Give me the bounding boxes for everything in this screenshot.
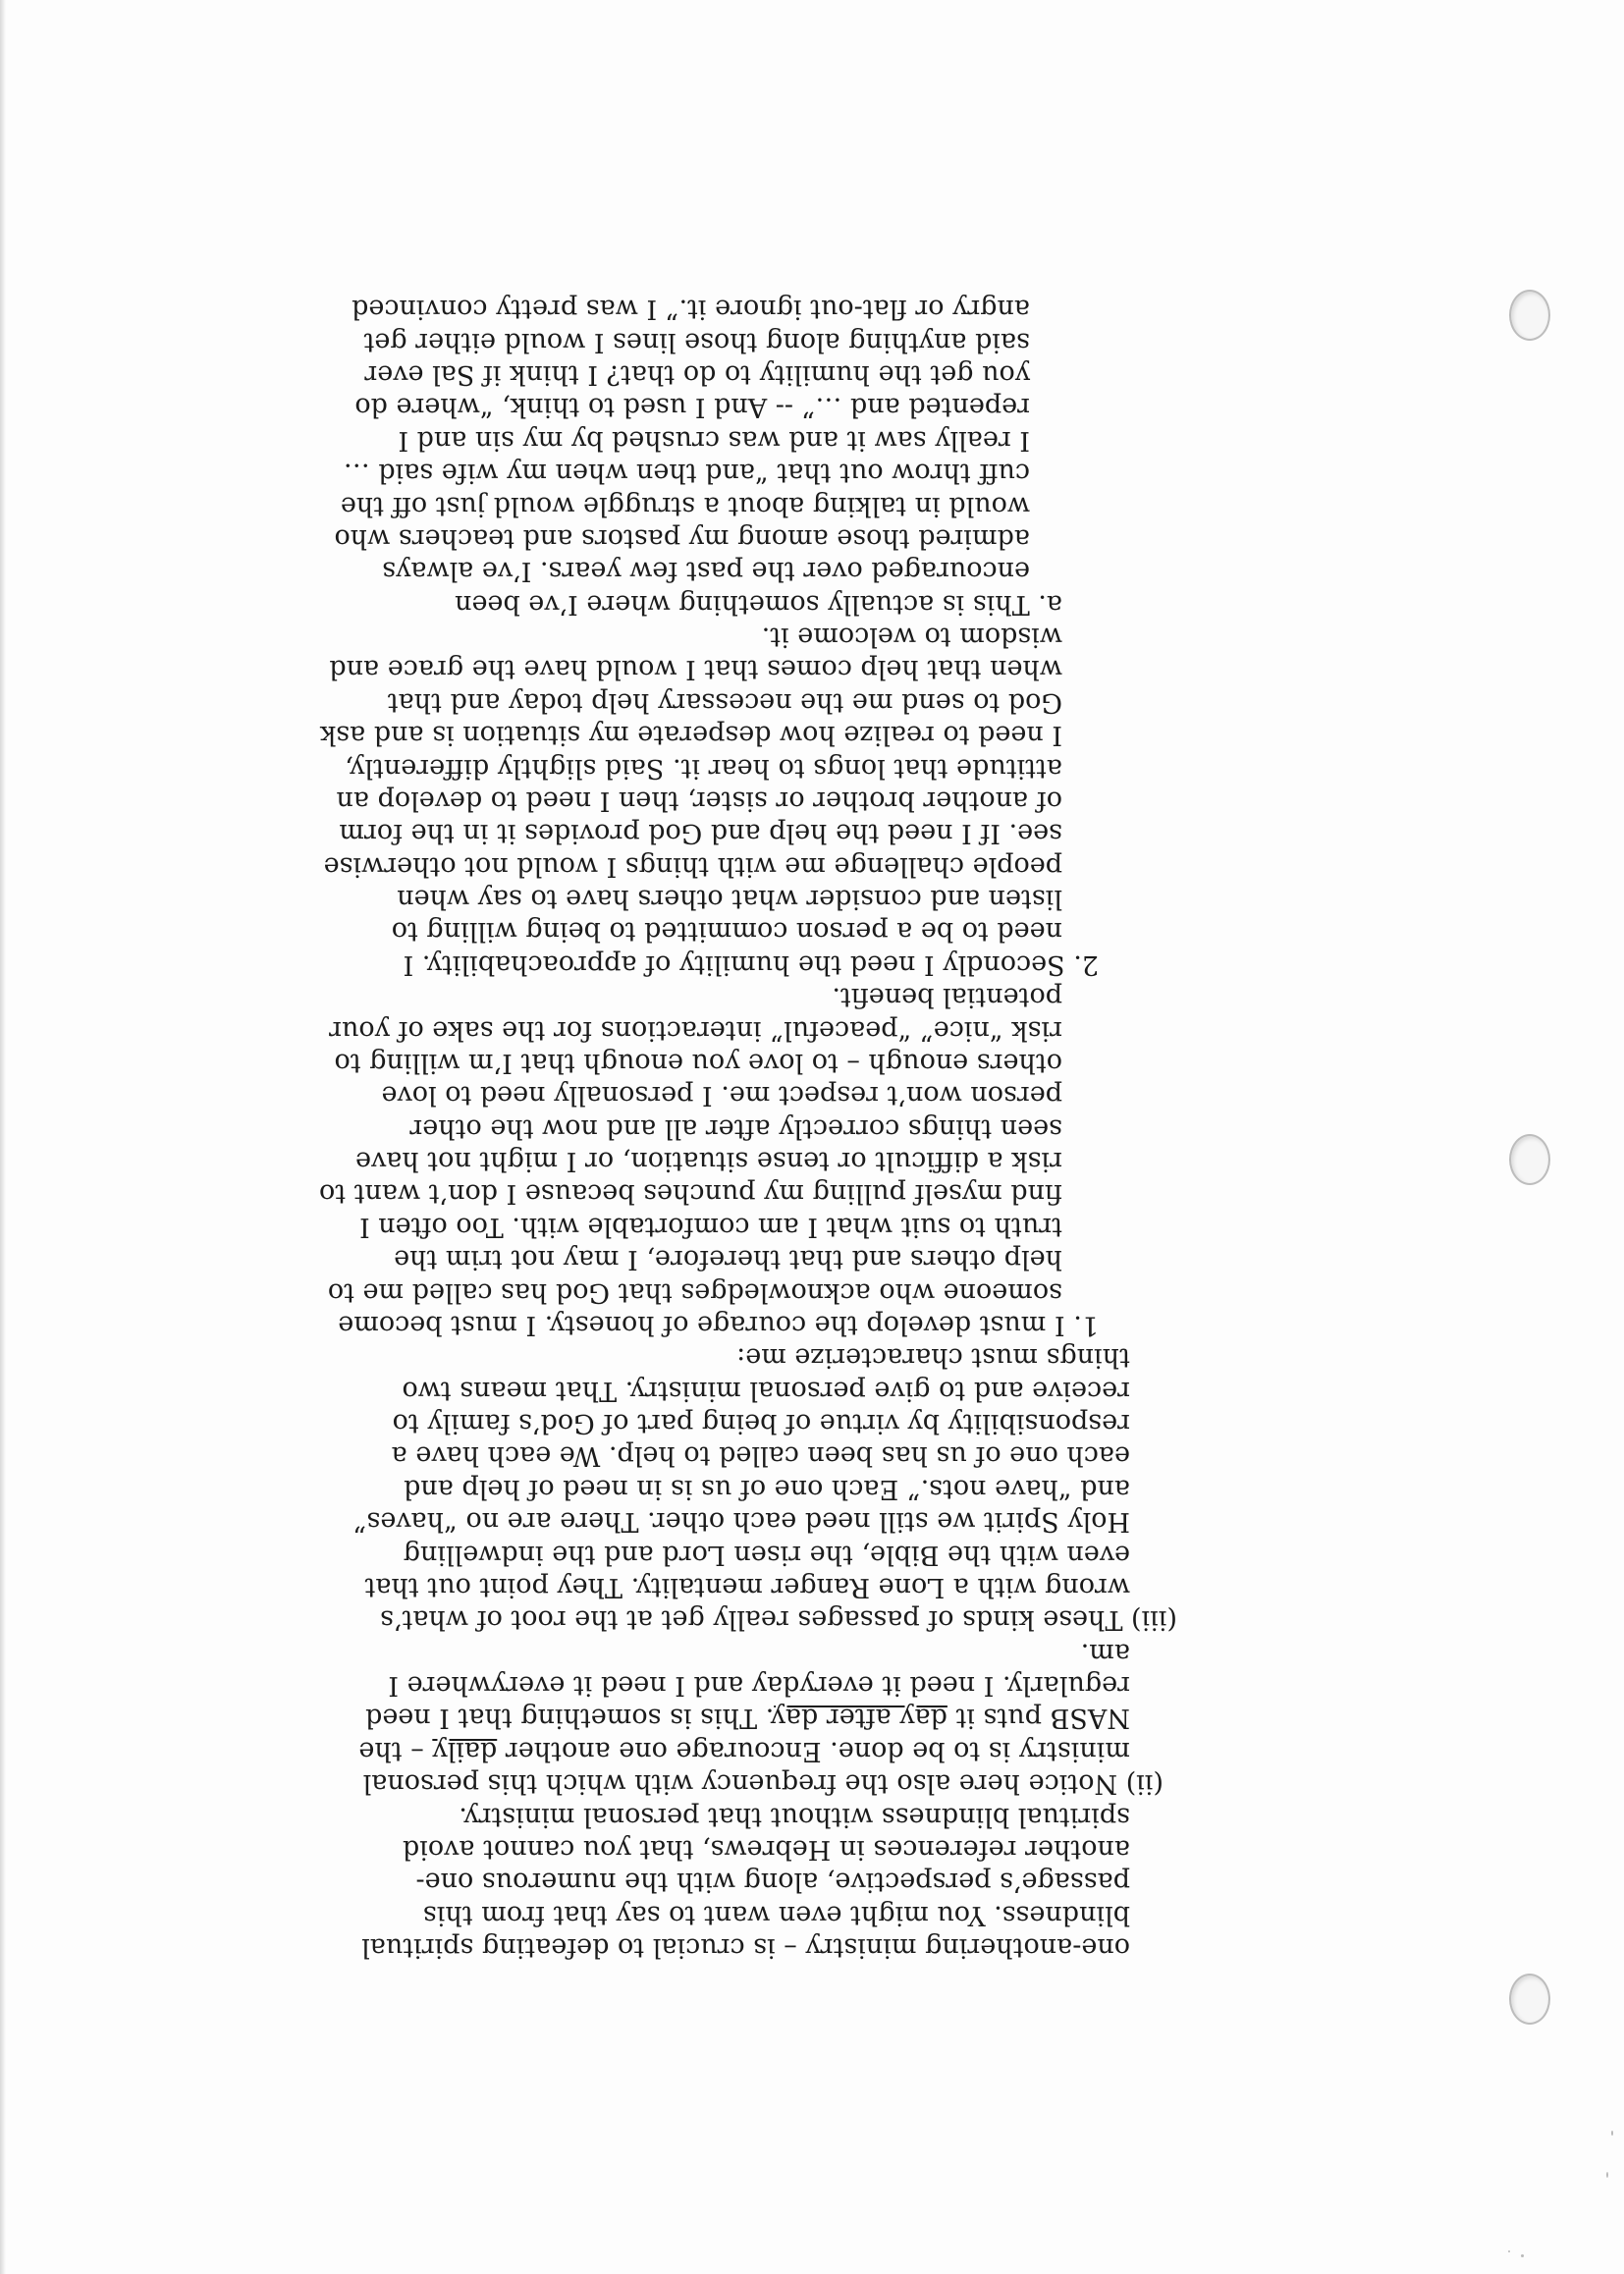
text-line: potential benefit. xyxy=(832,982,1062,1012)
text-line: spiritual blindness without that personal ministry. xyxy=(459,1802,1130,1832)
text-line: (ii) Notice here also the frequency with which this personal xyxy=(362,1768,1164,1799)
text-line: (iii) These kinds of passages really get at the root of what’s xyxy=(380,1604,1177,1635)
text-line xyxy=(358,1735,1130,1766)
text-line: someone who acknowledges that God has called me to xyxy=(327,1277,1062,1308)
text-line: a. This is actually something where I’ve been xyxy=(455,589,1062,620)
text-line: receive and to give personal ministry. That means two xyxy=(402,1376,1130,1406)
text-line: repented and …” -- And I used to think, “where do xyxy=(354,392,1030,422)
text-line: risk a difficult or tense situation, or I might not have xyxy=(355,1146,1062,1176)
text-line: 1. I must develop the courage of honesty. I must become xyxy=(338,1310,1099,1340)
text-line: blindness. You might even want to say that from this xyxy=(422,1900,1130,1930)
text-line: passage’s perspective, along with the numerous one- xyxy=(415,1867,1130,1897)
text-line: one-anothering ministry – is crucial to defeating spiritual xyxy=(361,1932,1130,1963)
text-line: when that help comes that I would have the grace and xyxy=(329,654,1062,684)
text-run: ministry is to be done. Encourage one another xyxy=(497,1736,1130,1766)
text-line: seen things correctly after all and now the other xyxy=(409,1113,1062,1144)
text-line: each one of us has been called to help. We each have a xyxy=(391,1440,1130,1471)
text-line: regularly. I need it everyday and I need it everywhere I xyxy=(388,1670,1130,1701)
text-line: things must characterize me: xyxy=(736,1342,1130,1373)
text-line: of another brother or sister, then I need to develop an xyxy=(336,785,1062,816)
text-line: Holy Spirit we still need each other. There are no “haves” xyxy=(352,1506,1130,1537)
text-line: person won’t respect me. I personally need to love xyxy=(381,1080,1062,1110)
text-line: I really saw it and was crushed by my sin and I xyxy=(398,425,1030,456)
text-line: help others and that therefore, I may not trim the xyxy=(394,1244,1062,1274)
text-line: see. If I need the help and God provides it in the form xyxy=(339,818,1062,848)
text-line: am. xyxy=(1080,1638,1130,1668)
text-line: admired those among my pastors and teachers who xyxy=(334,523,1030,554)
text-run: . This is something that I need xyxy=(365,1703,775,1733)
text-line: truth to suit what I am comfortable with. Too often I xyxy=(359,1212,1062,1242)
text-line: wisdom to welcome it. xyxy=(761,622,1062,652)
text-line: said anything along those lines I would either get xyxy=(363,327,1030,357)
text-line: people challenge me with things I would not otherwise xyxy=(323,851,1062,882)
text-line: I need to realize how desperate my situation is and ask xyxy=(319,720,1062,750)
text-line: encouraged over the past few years. I’ve always xyxy=(382,556,1030,586)
text-run: NASB puts it xyxy=(947,1703,1130,1733)
text-line: 2. Secondly I need the humility of approachability. I xyxy=(403,949,1099,980)
text-line: wrong with a Lone Ranger mentality. They point out that xyxy=(364,1572,1130,1602)
text-line: find myself pulling my punches because I don’t want to xyxy=(318,1178,1062,1209)
text-line: need to be a person committed to being willing to xyxy=(391,916,1062,947)
text-line: God to send me the necessary help today and that xyxy=(387,687,1062,718)
text-line: you get the humility to do that? I think if Sal ever xyxy=(364,359,1030,390)
emphasis-daily: daily xyxy=(432,1736,498,1766)
text-line: even with the Bible, the risen Lord and the indwelling xyxy=(403,1540,1130,1570)
text-line: would in talking about a struggle would just off the xyxy=(340,491,1030,521)
text-line: and “have nots.” Each one of us is in need of help and xyxy=(404,1474,1130,1504)
text-line: listen and consider what others have to say when xyxy=(397,884,1062,914)
text-line: angry or flat-out ignore it.” I was pretty convinced xyxy=(352,294,1030,324)
emphasis-day-after-day: day after day xyxy=(774,1703,947,1733)
text-line: others enough – to love you enough that I’m willing to xyxy=(334,1048,1062,1078)
text-line: responsibility by virtue of being part of God’s family to xyxy=(392,1408,1130,1438)
text-line: another references in Hebrews, that you cannot avoid xyxy=(402,1834,1130,1865)
text-line: risk “nice” “peaceful” interactions for the sake of your xyxy=(329,1015,1062,1046)
text-run: – the xyxy=(358,1736,433,1766)
text-line: cuff throw out that “and then when my wife said … xyxy=(343,458,1030,488)
text-line xyxy=(365,1702,1130,1733)
text-line: attitude that longs to hear it. Said slightly differently, xyxy=(345,753,1062,784)
